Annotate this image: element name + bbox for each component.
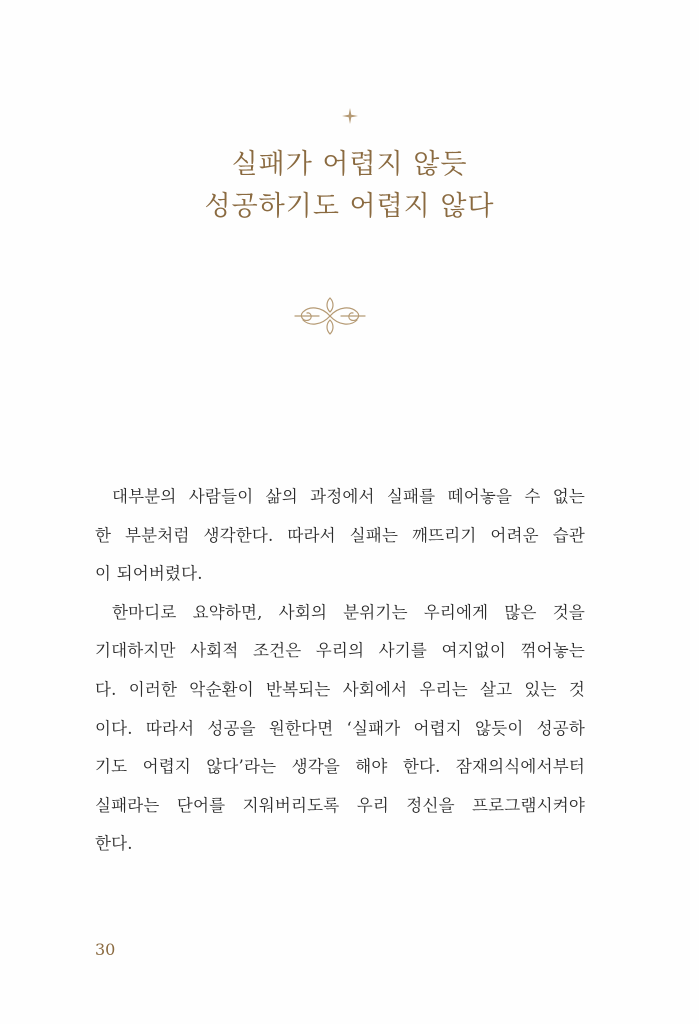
body-line: 한마디로 요약하면, 사회의 분위기는 우리에게 많은 것을 bbox=[112, 602, 585, 622]
body-line: 이 되어버렸다. bbox=[95, 564, 203, 584]
body-line: 이다. 따라서 성공을 원한다면 ‘실패가 어렵지 않듯이 성공하 bbox=[95, 718, 585, 738]
body-line: 다. 이러한 악순환이 반복되는 사회에서 우리는 살고 있는 것 bbox=[95, 679, 585, 699]
body-line: 기대하지만 사회적 조건은 우리의 사기를 여지없이 꺾어놓는 bbox=[95, 641, 585, 661]
body-line: 실패라는 단어를 지워버리도록 우리 정신을 프로그램시켜야 bbox=[95, 795, 585, 815]
four-point-star-icon bbox=[340, 106, 360, 126]
chapter-title bbox=[0, 144, 699, 228]
body-paragraphs bbox=[95, 478, 585, 864]
flourish-ornament-icon bbox=[293, 294, 367, 338]
page-number: 30 bbox=[95, 940, 116, 959]
body-line: 대부분의 사람들이 삶의 과정에서 실패를 떼어놓을 수 없는 bbox=[112, 487, 585, 506]
chapter-title-line-2: 성공하기도 어렵지 않다 bbox=[204, 191, 495, 222]
body-line: 기도 어렵지 않다’라는 생각을 해야 한다. 잠재의식에서부터 bbox=[95, 757, 585, 777]
chapter-title-line-1: 실패가 어렵지 않듯 bbox=[231, 149, 468, 180]
body-line: 한 부분처럼 생각한다. 따라서 실패는 깨뜨리기 어려운 습관 bbox=[95, 525, 585, 545]
body-line: 한다. bbox=[95, 834, 133, 854]
